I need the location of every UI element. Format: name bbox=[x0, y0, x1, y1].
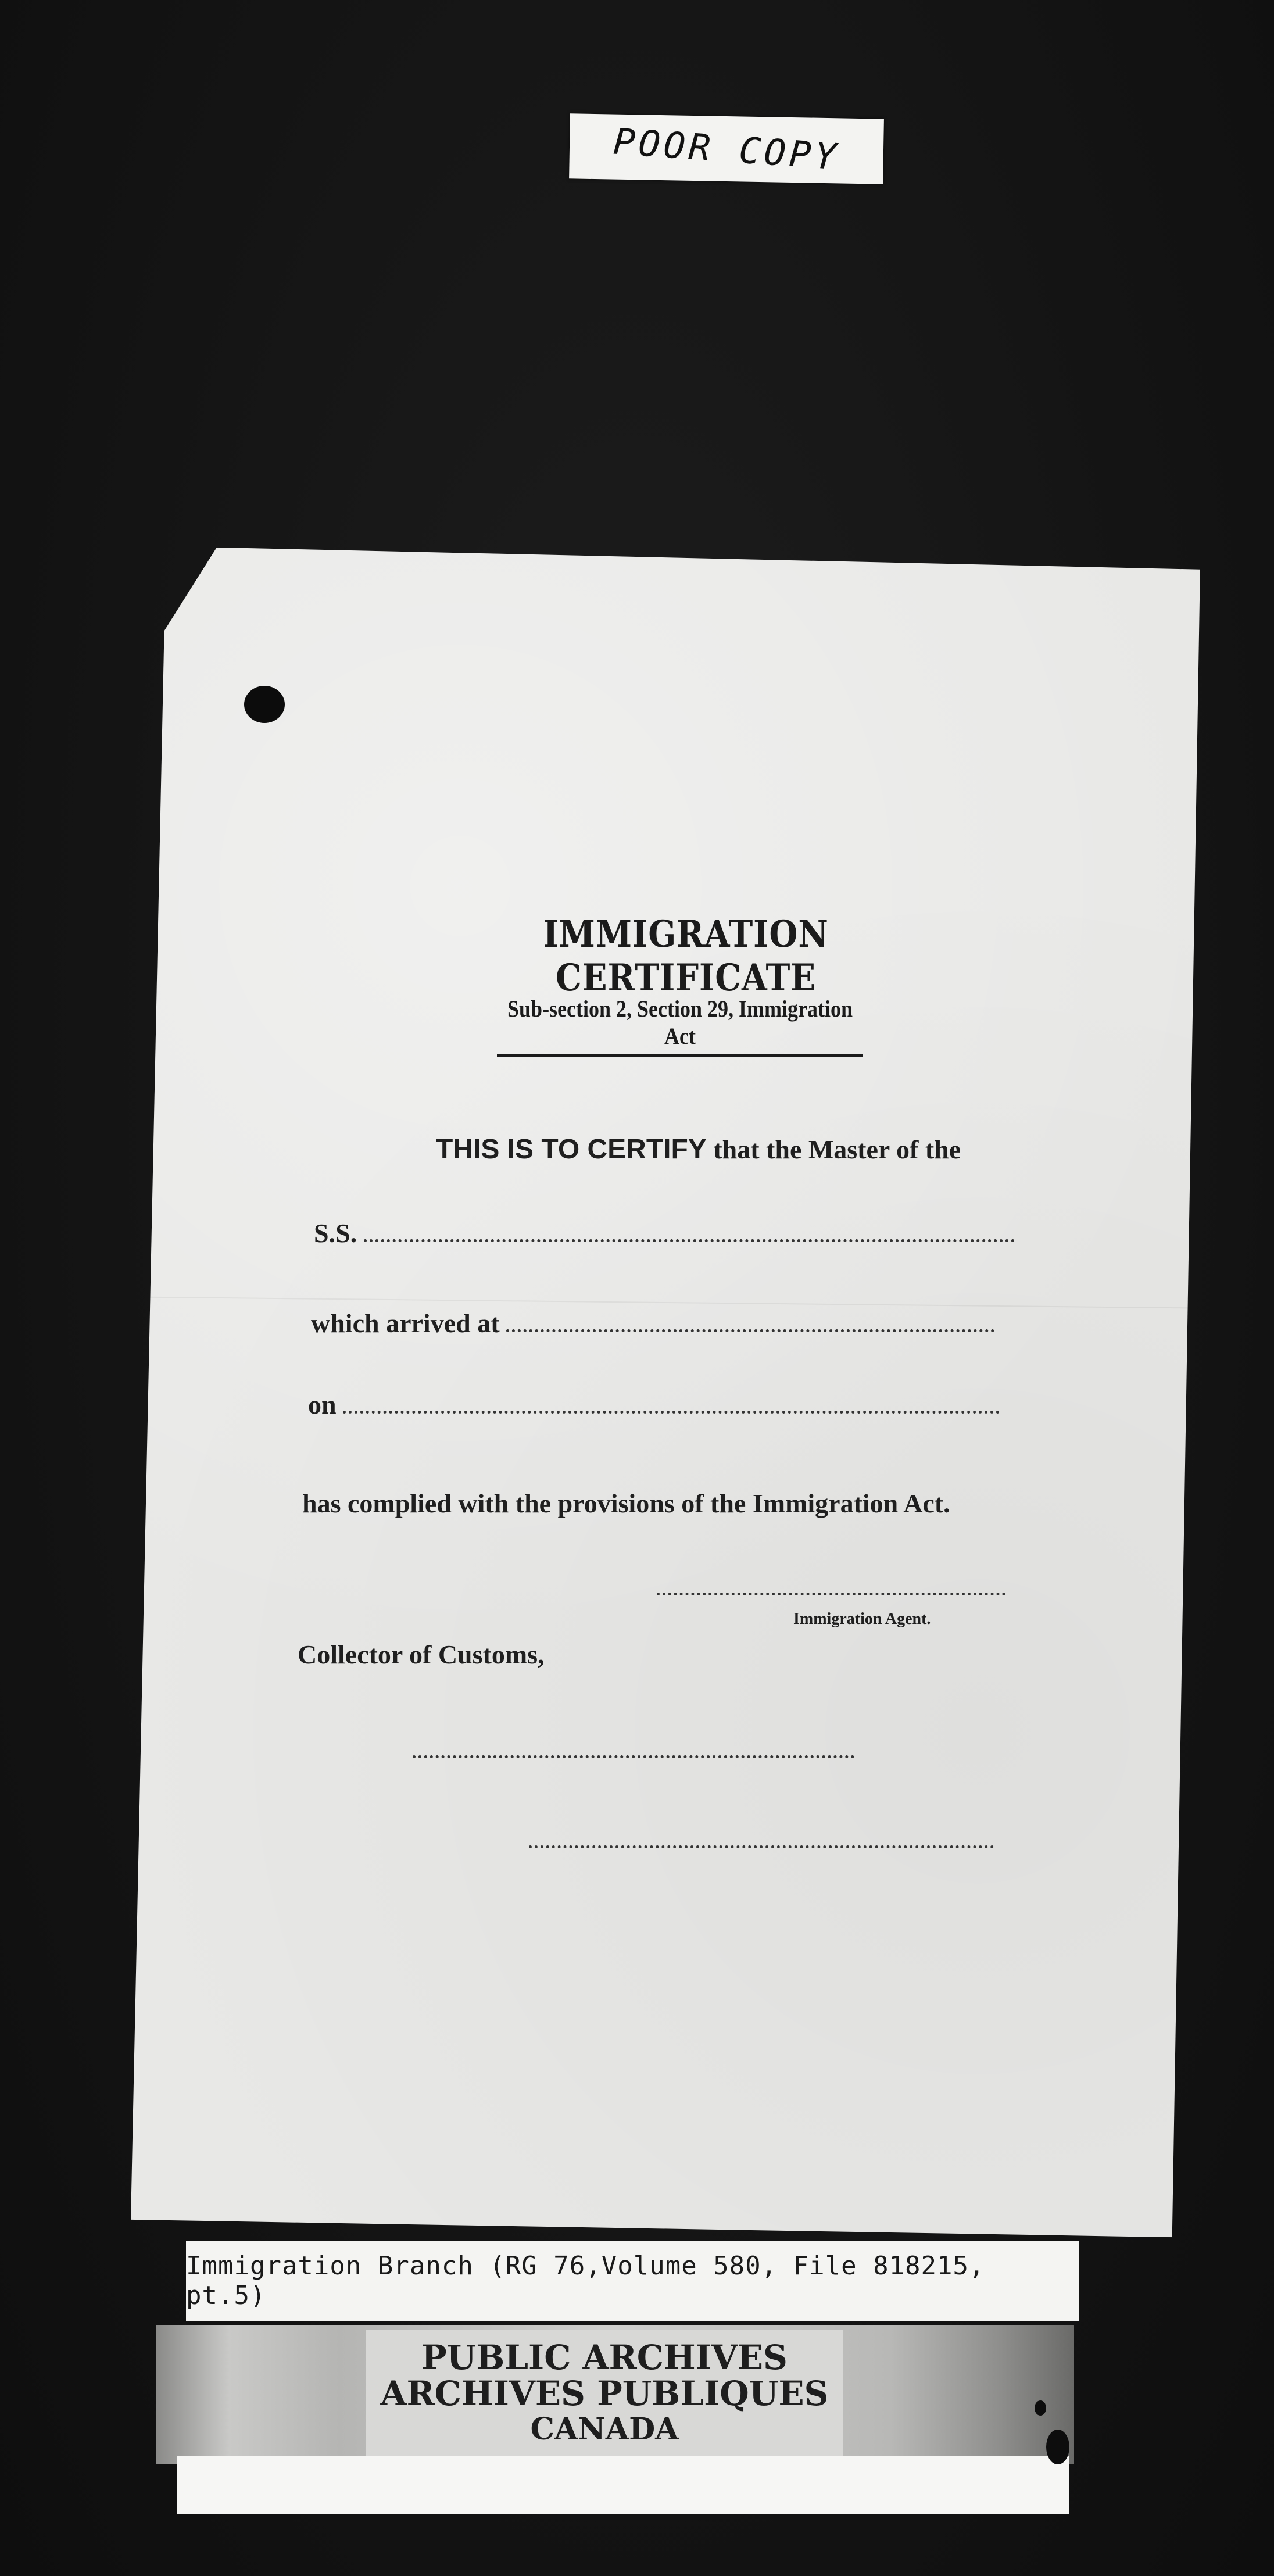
on-blank bbox=[343, 1399, 1000, 1414]
certificate-subtitle: Sub-section 2, Section 29, Immigration Act bbox=[497, 995, 863, 1057]
arrived-blank bbox=[506, 1318, 994, 1332]
citation-text: Immigration Branch (RG 76,Volume 580, File 818215, pt.5) bbox=[186, 2251, 985, 2310]
ss-label: S.S. bbox=[314, 1218, 357, 1248]
poor-copy-text: POOR COPY bbox=[611, 119, 842, 178]
fold-line bbox=[141, 1297, 1193, 1309]
bottom-white-strip bbox=[177, 2456, 1069, 2514]
customs-signature-blank-2 bbox=[529, 1845, 994, 1848]
film-speck bbox=[1046, 2430, 1069, 2464]
arrived-line bbox=[311, 1308, 994, 1339]
customs-signature-blank-1 bbox=[413, 1755, 854, 1758]
ss-line bbox=[314, 1218, 1015, 1248]
agent-caption: Immigration Agent. bbox=[793, 1610, 931, 1628]
poor-copy-label bbox=[569, 113, 884, 184]
film-speck bbox=[1035, 2400, 1046, 2416]
ss-blank bbox=[364, 1228, 1015, 1242]
stamp-line-3: CANADA bbox=[530, 2412, 679, 2447]
on-label: on bbox=[308, 1390, 337, 1419]
certify-rest: that the Master of the bbox=[706, 1135, 961, 1164]
punch-hole bbox=[244, 686, 285, 723]
certify-caps: THIS IS TO CERTIFY bbox=[436, 1134, 707, 1165]
arrived-label: which arrived at bbox=[311, 1308, 500, 1338]
stamp-line-2: ARCHIVES PUBLIQUES bbox=[380, 2374, 829, 2413]
stamp-line-1: PUBLIC ARCHIVES bbox=[421, 2338, 788, 2377]
certificate-title: IMMIGRATION CERTIFICATE bbox=[543, 913, 829, 1000]
certify-line bbox=[436, 1133, 961, 1165]
archives-stamp bbox=[366, 2330, 843, 2457]
citation-strip bbox=[186, 2241, 1079, 2321]
on-line bbox=[308, 1389, 1000, 1420]
customs-label: Collector of Customs, bbox=[298, 1640, 545, 1669]
complied-line: has complied with the provisions of the Immigration Act. bbox=[302, 1489, 950, 1518]
agent-signature-blank bbox=[657, 1593, 1005, 1595]
